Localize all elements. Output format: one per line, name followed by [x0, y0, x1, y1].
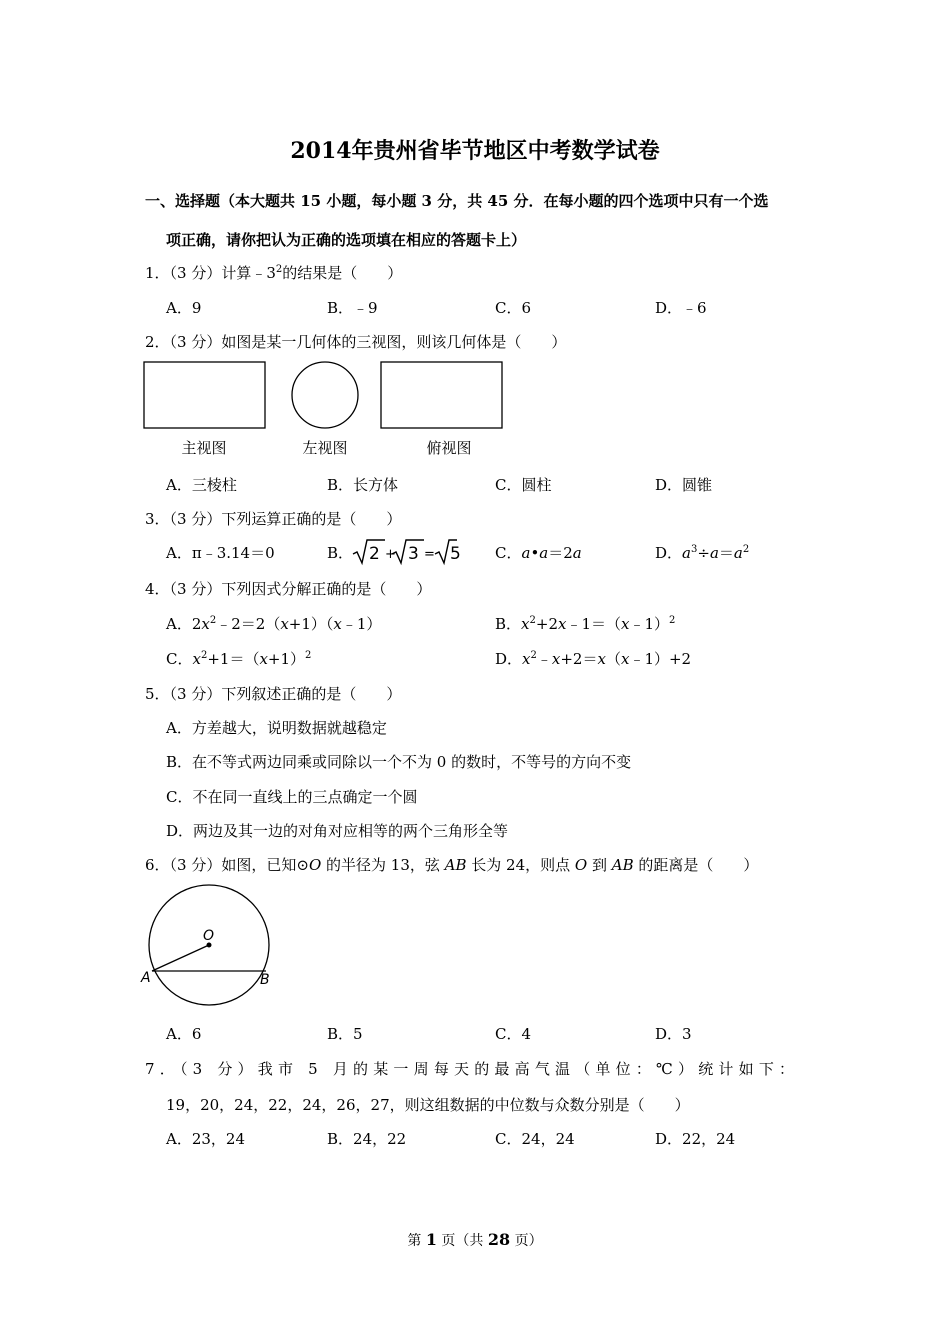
var-x: x	[597, 650, 606, 668]
q2-option-a: A．三棱柱	[166, 476, 237, 494]
text: 长为 24，则点	[466, 856, 575, 874]
q1-stem-pre: 1．（3 分）计算﹣3	[145, 264, 276, 282]
question-1-stem	[145, 262, 402, 283]
text: ﹣1）	[629, 615, 670, 633]
question-4-stem: 4．（3 分）下列因式分解正确的是（ ）	[145, 580, 432, 598]
q5-option-a: A．方差越大，说明数据就越稳定	[166, 719, 387, 737]
q2-option-d: D．圆锥	[655, 476, 713, 494]
var-o: O	[574, 856, 588, 874]
var-a: a	[521, 544, 531, 562]
q5-option-d: D．两边及其一边的对角对应相等的两个三角形全等	[166, 822, 509, 840]
radicand-2: 2	[369, 544, 380, 564]
var-x: x	[551, 650, 561, 668]
var-a: a	[572, 544, 582, 562]
section-heading-line2: 项正确，请你把认为正确的选项填在相应的答题卡上）	[166, 231, 527, 249]
q1-exponent: 2	[275, 264, 283, 275]
radicand-3: 3	[408, 544, 419, 564]
top-view-label: 俯视图	[426, 439, 472, 457]
text: B．	[495, 615, 522, 633]
q6-option-d: D．3	[655, 1025, 692, 1043]
text: （	[605, 650, 621, 668]
text: +2	[535, 615, 558, 633]
label-a: A	[141, 970, 151, 986]
exponent: 2	[742, 544, 750, 555]
plus-sign: +	[385, 547, 396, 562]
exponent: 2	[200, 650, 208, 661]
text: 的距离是（ ）	[633, 856, 759, 874]
var-a: a	[682, 544, 691, 562]
var-x: x	[333, 615, 342, 633]
q3-option-b-label: B．	[327, 544, 354, 562]
var-x: x	[259, 650, 268, 668]
q4-option-d	[495, 648, 691, 669]
text: +2＝	[560, 650, 598, 668]
var-x: x	[201, 615, 210, 633]
equals-sign: =	[424, 547, 435, 562]
q7-option-c: C．24，24	[495, 1130, 575, 1148]
var-a: a	[733, 544, 743, 562]
q4-option-a	[166, 613, 381, 634]
text: ﹣1＝（	[566, 615, 622, 633]
text: +1）	[267, 650, 306, 668]
q1-option-c: C．6	[495, 299, 532, 317]
exponent: 3	[690, 544, 698, 555]
var-a: a	[709, 544, 719, 562]
label-b: B	[260, 972, 270, 988]
q3-option-a: A．π﹣3.14＝0	[166, 544, 275, 562]
var-x: x	[522, 650, 531, 668]
circle-chord-figure	[138, 880, 278, 1010]
question-2-stem: 2．（3 分）如图是某一几何体的三视图，则该几何体是（ ）	[145, 333, 567, 351]
exponent: 2	[209, 615, 217, 626]
q2-option-c: C．圆柱	[495, 476, 552, 494]
text: +1＝（	[207, 650, 260, 668]
label-o: O	[203, 928, 215, 944]
side-view-label: 左视图	[302, 439, 348, 457]
total-pages: 28	[487, 1230, 511, 1249]
q3-option-d	[655, 542, 749, 563]
q5-option-c: C．不在同一直线上的三点确定一个圆	[166, 788, 418, 806]
footer-text: 页（共	[436, 1233, 488, 1249]
divide-operator: ÷	[697, 544, 710, 562]
q2-option-b: B．长方体	[327, 476, 399, 494]
text: 6．（3 分）如图，已知⊙	[145, 856, 309, 874]
q7-option-a: A．23，24	[166, 1130, 246, 1148]
q1-option-b: B．﹣9	[327, 299, 378, 317]
dot-operator: •	[530, 544, 540, 562]
radius-oa	[152, 945, 209, 971]
text: ﹣2＝2（	[216, 615, 281, 633]
three-view-figure	[140, 358, 510, 464]
exponent: 2	[530, 650, 537, 661]
var-x: x	[558, 615, 567, 633]
exam-title: 2014年贵州省毕节地区中考数学试卷	[290, 138, 660, 164]
page-number: 1	[425, 1230, 437, 1249]
text: ﹣	[536, 650, 552, 668]
q3-option-b-radicals	[351, 537, 459, 565]
page-footer	[0, 1230, 950, 1250]
exponent: 2	[669, 615, 676, 626]
q3-option-d-label: D．	[655, 544, 683, 562]
text: A．2	[166, 615, 202, 633]
q3-option-c-label: C．	[495, 544, 522, 562]
footer-text: 页）	[510, 1233, 543, 1249]
question-7-stem-line1: 7．（3 分）我市 5 月的某一周每天的最高气温（单位：℃）统计如下：	[145, 1060, 800, 1078]
text: 到	[587, 856, 612, 874]
text: 的半径为 13，弦	[321, 856, 445, 874]
text: +1）（	[288, 615, 334, 633]
q7-option-b: B．24，22	[327, 1130, 407, 1148]
text: D．	[495, 650, 523, 668]
top-view-rectangle	[381, 362, 502, 428]
q6-option-b: B．5	[327, 1025, 363, 1043]
exponent: 2	[305, 650, 312, 661]
q1-option-d: D．﹣6	[655, 299, 707, 317]
var-ab: AB	[611, 856, 634, 874]
var-o: O	[308, 856, 322, 874]
var-x: x	[192, 650, 201, 668]
text: ﹣1）	[341, 615, 382, 633]
question-7-stem-line2: 19，20，24，22，24，26，27，则这组数据的中位数与众数分别是（ ）	[166, 1096, 690, 1114]
q4-option-b	[495, 613, 675, 634]
q6-option-c: C．4	[495, 1025, 532, 1043]
text: ﹣1）+2	[629, 650, 692, 668]
exponent: 2	[529, 615, 536, 626]
question-6-stem	[145, 854, 758, 875]
footer-text: 第	[407, 1233, 426, 1249]
radicand-5: 5	[450, 544, 461, 564]
q7-option-d: D．22，24	[655, 1130, 736, 1148]
q5-option-b: B．在不等式两边同乘或同除以一个不为 0 的数时，不等号的方向不变	[166, 753, 632, 771]
equals-text: ＝	[718, 544, 734, 562]
side-view-circle	[292, 362, 358, 428]
q3-option-c	[495, 542, 582, 563]
front-view-rectangle	[144, 362, 265, 428]
q1-stem-post: 的结果是（ ）	[282, 264, 403, 282]
section-heading-line1: 一、选择题（本大题共 15 小题，每小题 3 分，共 45 分．在每小题的四个选项中只有一个选	[145, 192, 769, 210]
var-x: x	[621, 615, 630, 633]
q1-option-a: A．9	[166, 299, 202, 317]
var-ab: AB	[444, 856, 467, 874]
q6-option-a: A．6	[166, 1025, 202, 1043]
var-x: x	[620, 650, 630, 668]
question-5-stem: 5．（3 分）下列叙述正确的是（ ）	[145, 685, 402, 703]
question-3-stem: 3．（3 分）下列运算正确的是（ ）	[145, 510, 402, 528]
var-x: x	[280, 615, 289, 633]
front-view-label: 主视图	[181, 439, 227, 457]
var-x: x	[521, 615, 530, 633]
q4-option-c	[166, 648, 311, 669]
var-a: a	[539, 544, 549, 562]
text: C．	[166, 650, 193, 668]
equals-text: ＝2	[548, 544, 573, 562]
